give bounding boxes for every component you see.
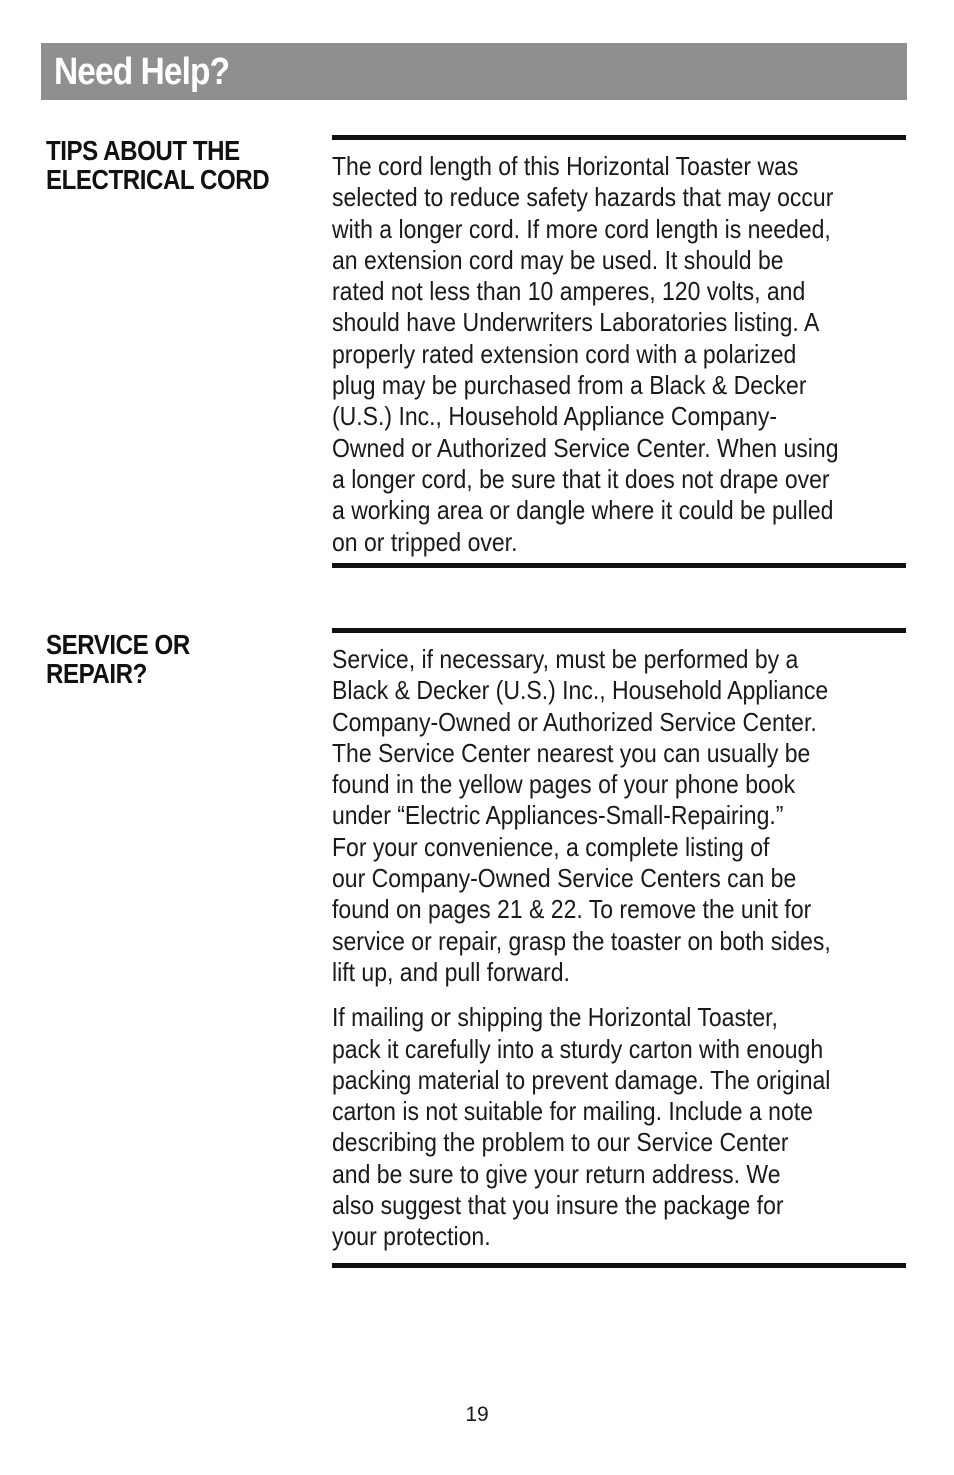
section-heading-electrical-cord: TIPS ABOUT THE ELECTRICAL CORD — [46, 135, 270, 195]
section-body-electrical-cord — [332, 135, 906, 568]
page-header-bar — [41, 43, 907, 100]
paragraph-electrical-cord: The cord length of this Horizontal Toaster was selected to reduce safety hazards that may occur with a longer cord. If more cord length is needed, an extension cord may be used. It should be rated not less than 10 amperes, 120 volts, and should have Underwriters Laboratories listing. A properly rated extension cord with a polarized plug may be purchased from a Black & Decker (U.S.) Inc., Household Appliance Company- Owned or Authorized Service Center. When using a longer cord, be sure that it does not drape over a working area or dangle where it could be pulled on or tripped over. — [332, 151, 839, 557]
paragraph-shipping-info: If mailing or shipping the Horizontal Toaster, pack it carefully into a sturdy carton with enough packing material to prevent damage. The original carton is not suitable for mailing. Include a note describing the problem to our Service Center and be sure to give your return address. We also suggest that you insure the package for your protection. — [332, 1002, 831, 1252]
paragraph-service-info: Service, if necessary, must be performed by a Black & Decker (U.S.) Inc., Household Appliance Company-Owned or Authorized Service Center. The Service Center nearest you can usually be found in the yellow pages of your phone book under “Electric Appliances-Small-Repairing.” For your convenience, a complete listing of our Company-Owned Service Centers can be found on pages 21 & 22. To remove the unit for service or repair, grasp the toaster on both sides, lift up, and pull forward. — [332, 644, 831, 987]
section-body-service-repair — [332, 628, 906, 1268]
page-title: Need Help? — [54, 51, 230, 93]
page-number: 19 — [465, 1403, 489, 1426]
section-heading-service-repair: SERVICE OR REPAIR? — [46, 629, 190, 689]
